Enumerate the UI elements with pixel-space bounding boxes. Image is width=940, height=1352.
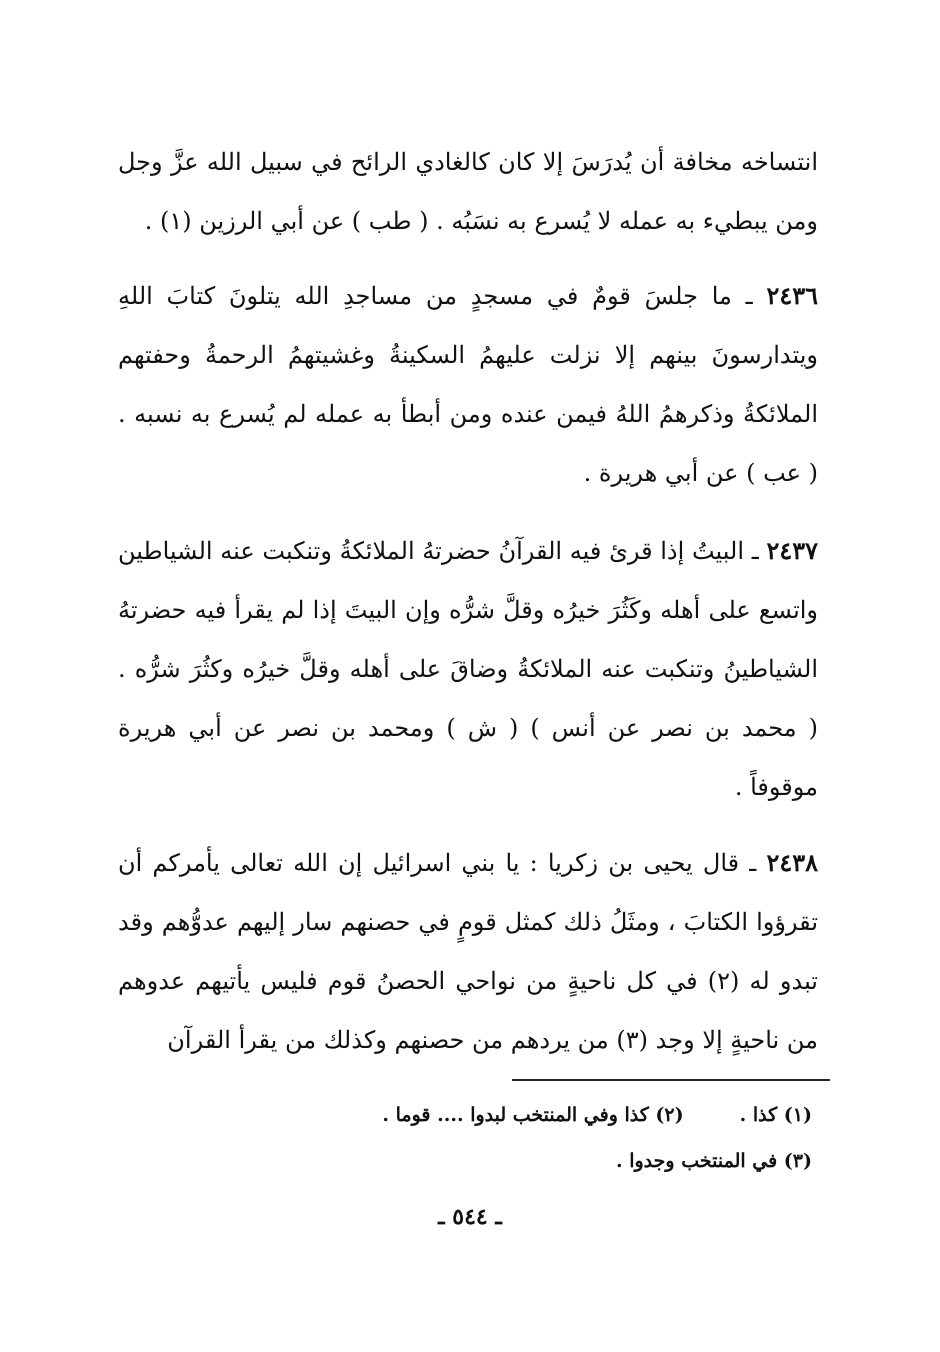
footnote-line-2 xyxy=(200,1138,812,1184)
hadith-2437 xyxy=(118,521,818,817)
paragraph-text: انتساخه مخافة أن يُدرَسَ إلا كان كالغادي الرائح في سبيل الله عزَّ وجل ومن يبطيء به عمله لا يُسرع به نسَبُه . ( طب ) عن أبي الرزين (١) . xyxy=(118,148,818,235)
hadith-2436 xyxy=(118,266,818,503)
footnote-3: (٣) في المنتخب وجدوا . xyxy=(616,1150,812,1172)
hadith-text: ـ قال يحيى بن زكريا : يا بني اسرائيل إن الله تعالى يأمركم أن تقرؤوا الكتابَ ، ومثَلُ ذلك كمثل قومٍ في حصنهم سار إليهم عدوُّهم وقد تبدو له (٢) في كل ناحيةٍ من نواحي الحصنُ قوم فليس يأتيهم عدوهم من ناحيةٍ إلا وجد (٣) من يردهم من حصنهم وكذلك من يقرأ القرآن xyxy=(118,849,818,1054)
footnote-divider xyxy=(512,1079,830,1081)
footnote-line-1 xyxy=(200,1092,812,1138)
footnote-2: (٢) كذا وفي المنتخب لبدوا .... قوما . xyxy=(382,1104,684,1126)
paragraph-continuation xyxy=(118,133,818,251)
hadith-number: ٢٤٣٦ xyxy=(766,281,818,310)
footnote-1: (١) كذا . xyxy=(739,1104,812,1126)
page-number: ـ ٥٤٤ ـ xyxy=(438,1204,502,1230)
hadith-text: ـ البيتُ إذا قرئ فيه القرآنُ حضرتهُ الملائكةُ وتنكبت عنه الشياطين واتسع على أهله وكَثُرَ خيرُه وقلَّ شرُّه وإن البيتَ إذا لم يقرأ فيه حضرتهُ الشياطينُ وتنكبت عنه الملائكةُ وضاقَ على أهله وقلَّ خيرُه وكثُرَ شرُّه . ( محمد بن نصر عن أنس ) ( ش ) ومحمد بن نصر عن أبي هريرة موقوفاً . xyxy=(118,537,819,801)
hadith-text: ـ ما جلسَ قومٌ في مسجدٍ من مساجدِ الله يتلونَ كتابَ اللهِ ويتدارسونَ بينهم إلا نزلت عليهمُ السكينةُ وغشيتهمُ الرحمةُ وحفتهم الملائكةُ وذكرهمُ اللهُ فيمن عنده ومن أبطأ به عمله لم يُسرع به نسبه . ( عب ) عن أبي هريرة . xyxy=(118,282,818,487)
hadith-number: ٢٤٣٧ xyxy=(766,536,818,565)
hadith-2438 xyxy=(118,833,818,1070)
hadith-number: ٢٤٣٨ xyxy=(766,848,818,877)
footnotes xyxy=(200,1092,812,1184)
